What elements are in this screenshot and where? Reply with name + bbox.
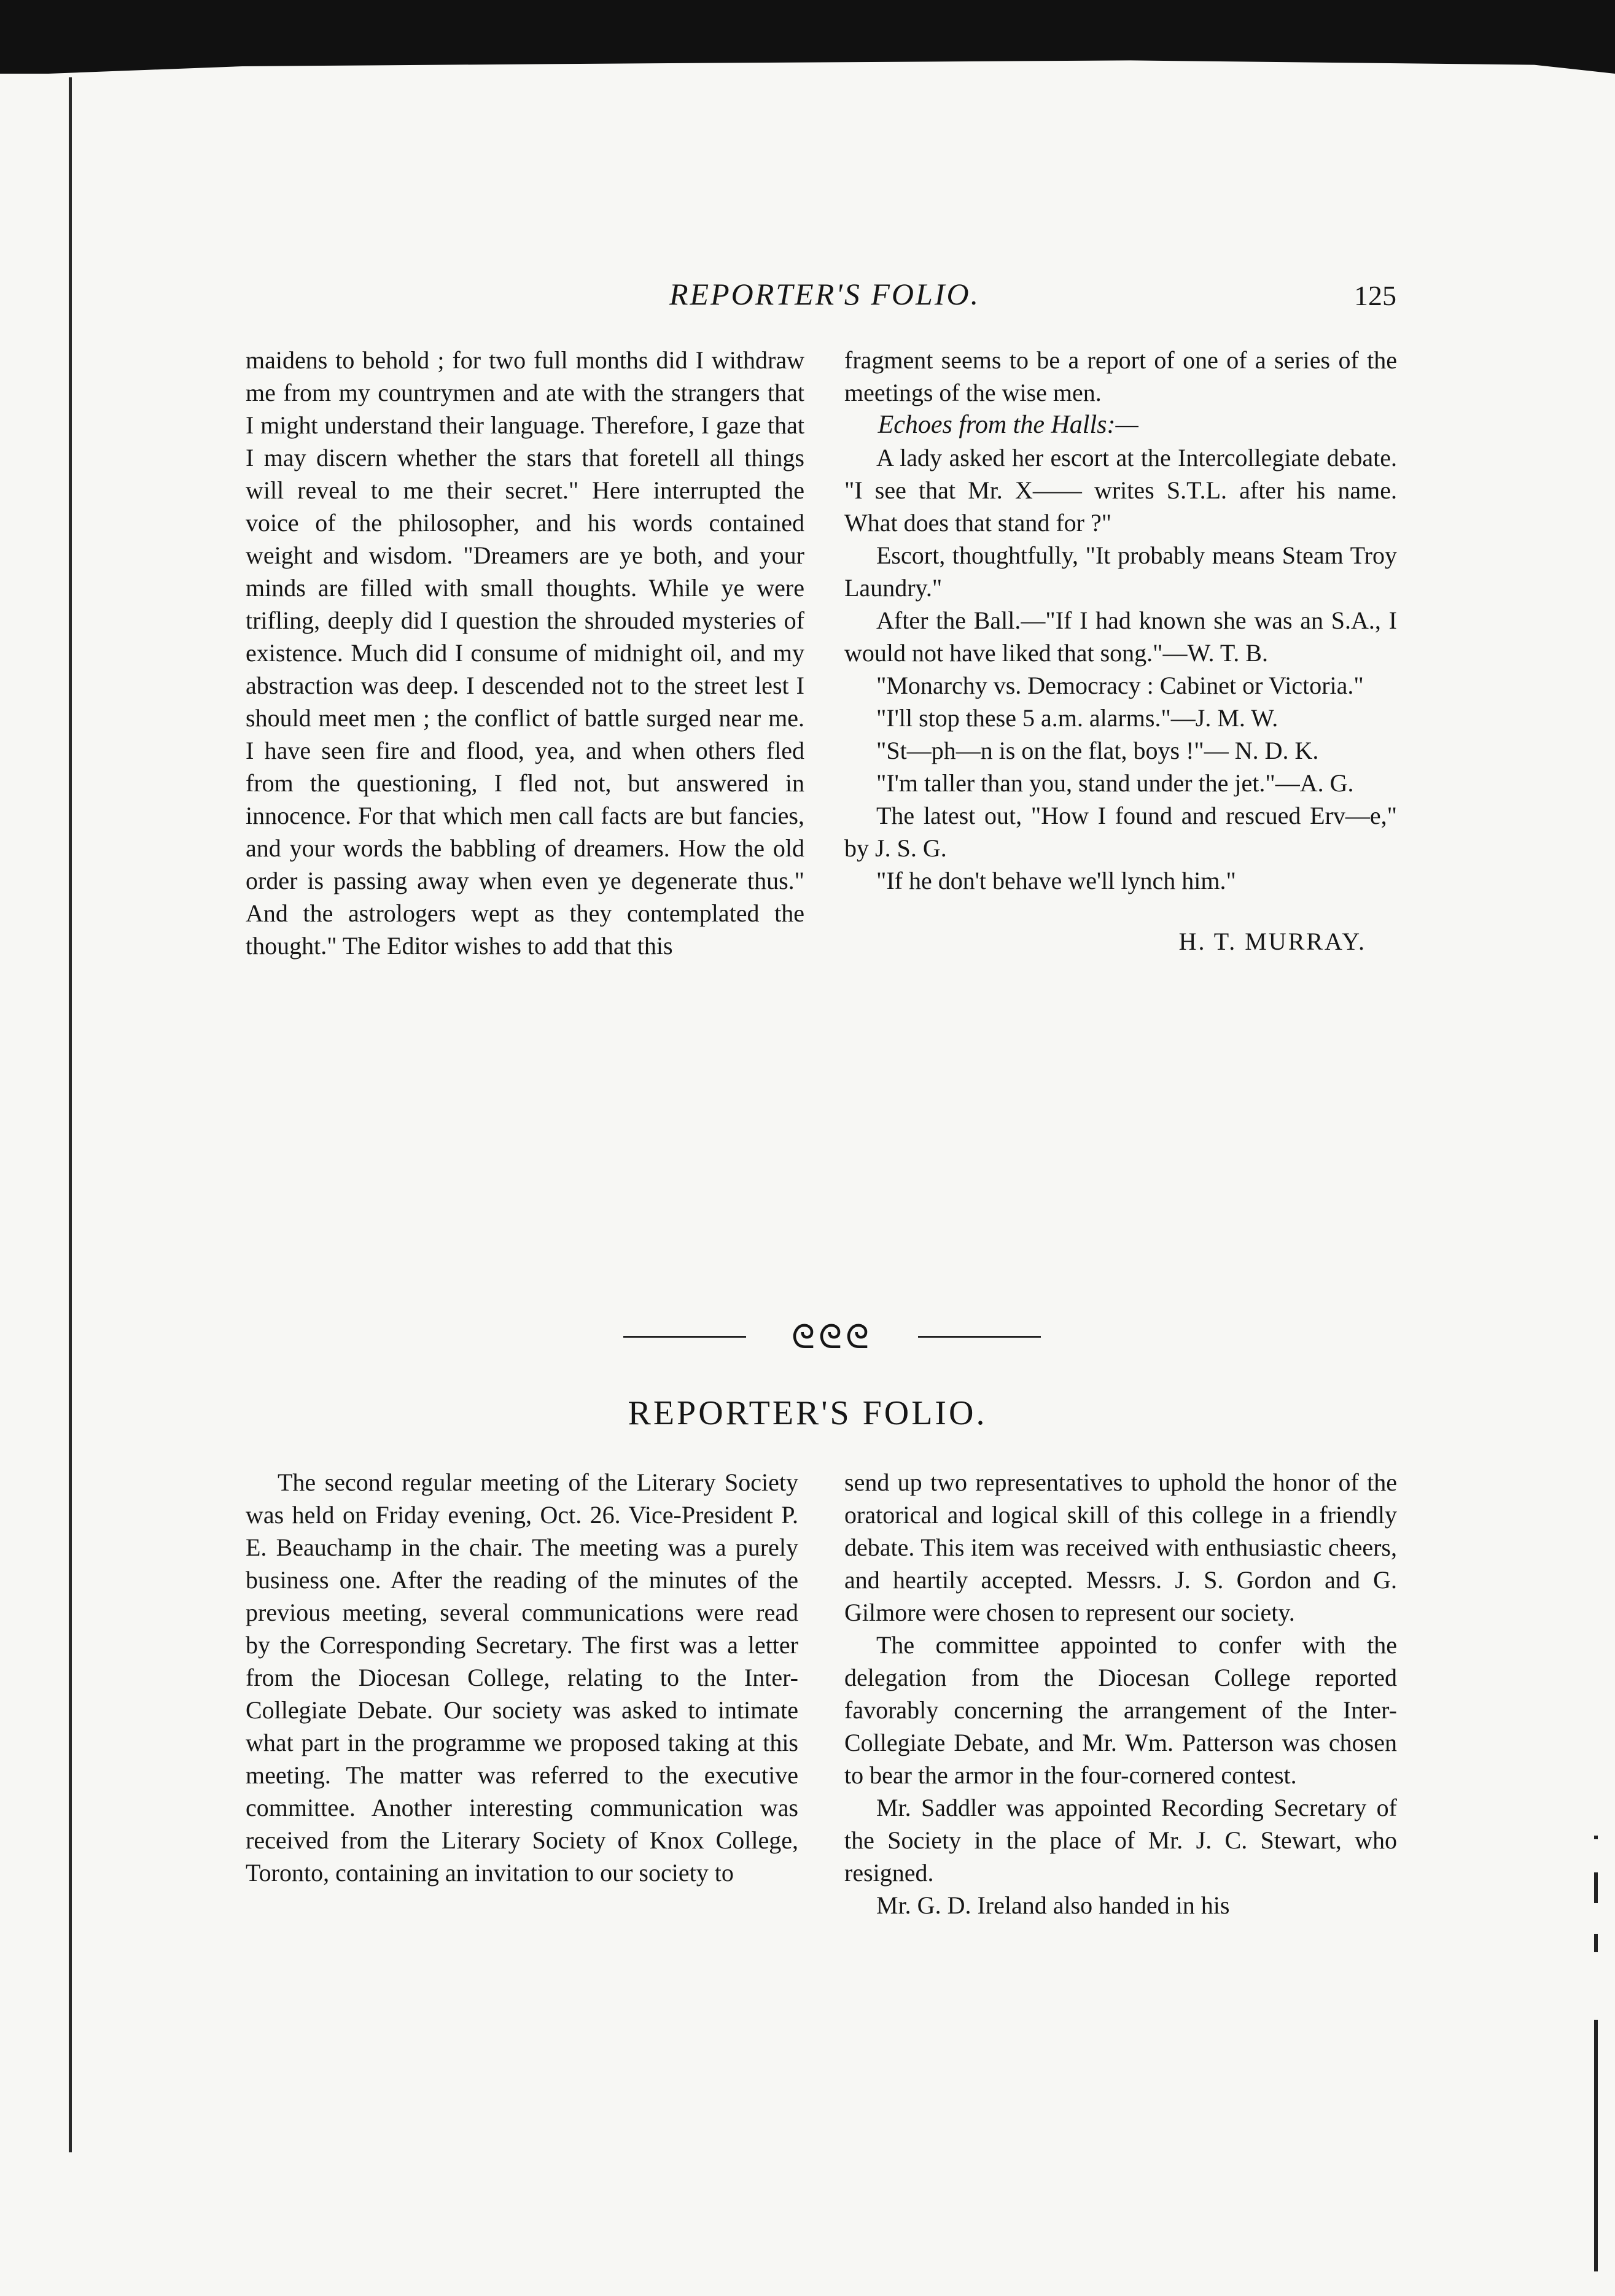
divider-rule-right (918, 1336, 1041, 1338)
report-paragraph: The second regular meeting of the Literary Society was held on Friday evening, Oct. 26. Vice-President P. E. Beauchamp in the chair. The meeting was a purely business one. After the reading of the minutes of the previous meeting, several communications were read by the Corresponding Secretary. The first was a letter from the Diocesan College, relating to the Inter-Collegiate Debate. Our society was asked to intimate what part in the programme we proposed taking at this meeting. The matter was referred to the executive committee. Another interesting communication was received from the Literary Society of Knox College, Toronto, containing an invitation to our society to (246, 1468, 798, 1887)
echo-item: After the Ball.—"If I had known she was an S.A., I would not have liked that song."—W. T. B. (844, 607, 1397, 667)
divider-rule-left (623, 1336, 746, 1338)
scan-right-edge-marks (1594, 1817, 1598, 2284)
top-right-column (844, 344, 1397, 958)
echo-item: "Monarchy vs. Democracy : Cabinet or Victoria." (876, 672, 1364, 699)
section-divider-ornament (623, 1319, 1041, 1355)
top-left-column (246, 344, 804, 962)
scan-left-margin-line (69, 77, 72, 2152)
echo-item: A lady asked her escort at the Intercollegiate debate. "I see that Mr. X—— writes S.T.L. after his name. What does that stand for ?" (844, 444, 1397, 537)
section-title: REPORTER'S FOLIO. (628, 1394, 987, 1432)
bottom-right-column (844, 1466, 1397, 1922)
report-paragraph: Mr. G. D. Ireland also handed in his (876, 1891, 1230, 1919)
report-paragraph: The committee appointed to confer with the delegation from the Diocesan College reported favorably concerning the arrangement of the Inter-Collegiate Debate, and Mr. Wm. Patterson was chosen to bear the armor in the four-cornered contest. (844, 1631, 1397, 1789)
echo-item: The latest out, "How I found and rescued Erv—e," by J. S. G. (844, 802, 1397, 862)
continued-paragraph: maidens to behold ; for two full months did I withdraw me from my countrymen and ate with the strangers that I might understand their language. Therefore, I gaze that I may discern whether the stars that foretell all things will reveal to me their secret." Here interrupted the voice of the philosopher, and his words contained weight and wisdom. "Dreamers are ye both, and your minds are filled with small thoughts. While ye were trifling, deeply did I question the shrouded mysteries of existence. Much did I consume of midnight oil, and my abstraction was deep. I descended not to the street lest I should meet men ; the conflict of battle surged near me. I have seen fire and flood, yea, and when others fled from the questioning, I fled not, but answered in innocence. For that which men call facts are but fancies, and your words the babbling of dreamers. How the old order is passing away when even ye degenerate thus." And the astrologers wept as they contemplated the thought." The Editor wishes to add that this (246, 346, 804, 960)
report-paragraph: send up two representatives to uphold the honor of the oratorical and logical skill of this college in a friendly debate. This item was received with enthusiastic cheers, and heartily accepted. Messrs. J. S. Gordon and G. Gilmore were chosen to represent our society. (844, 1468, 1397, 1626)
page-number: 125 (1354, 280, 1396, 311)
fragment-paragraph: fragment seems to be a report of one of a series of the meetings of the wise men. (844, 346, 1397, 406)
echo-item: "I'm taller than you, stand under the jet."—A. G. (876, 769, 1354, 797)
echo-item: "If he don't behave we'll lynch him." (876, 867, 1236, 894)
scroll-ornament-icon: ᘓᘓᘓ (791, 1319, 873, 1355)
echo-item: "St—ph—n is on the flat, boys !"— N. D. K. (876, 737, 1319, 764)
report-paragraph: Mr. Saddler was appointed Recording Secretary of the Society in the place of Mr. J. C. Stewart, who resigned. (844, 1794, 1397, 1887)
echo-item: Escort, thoughtfully, "It probably means Steam Troy Laundry." (844, 541, 1397, 602)
running-head: REPORTER'S FOLIO. (669, 277, 981, 311)
signature: H. T. MURRAY. (1178, 928, 1366, 955)
echoes-heading: Echoes from the Halls:— (878, 411, 1138, 439)
echo-item: "I'll stop these 5 a.m. alarms."—J. M. W. (876, 704, 1278, 732)
scan-top-border (0, 0, 1615, 74)
bottom-left-column (246, 1466, 798, 1889)
